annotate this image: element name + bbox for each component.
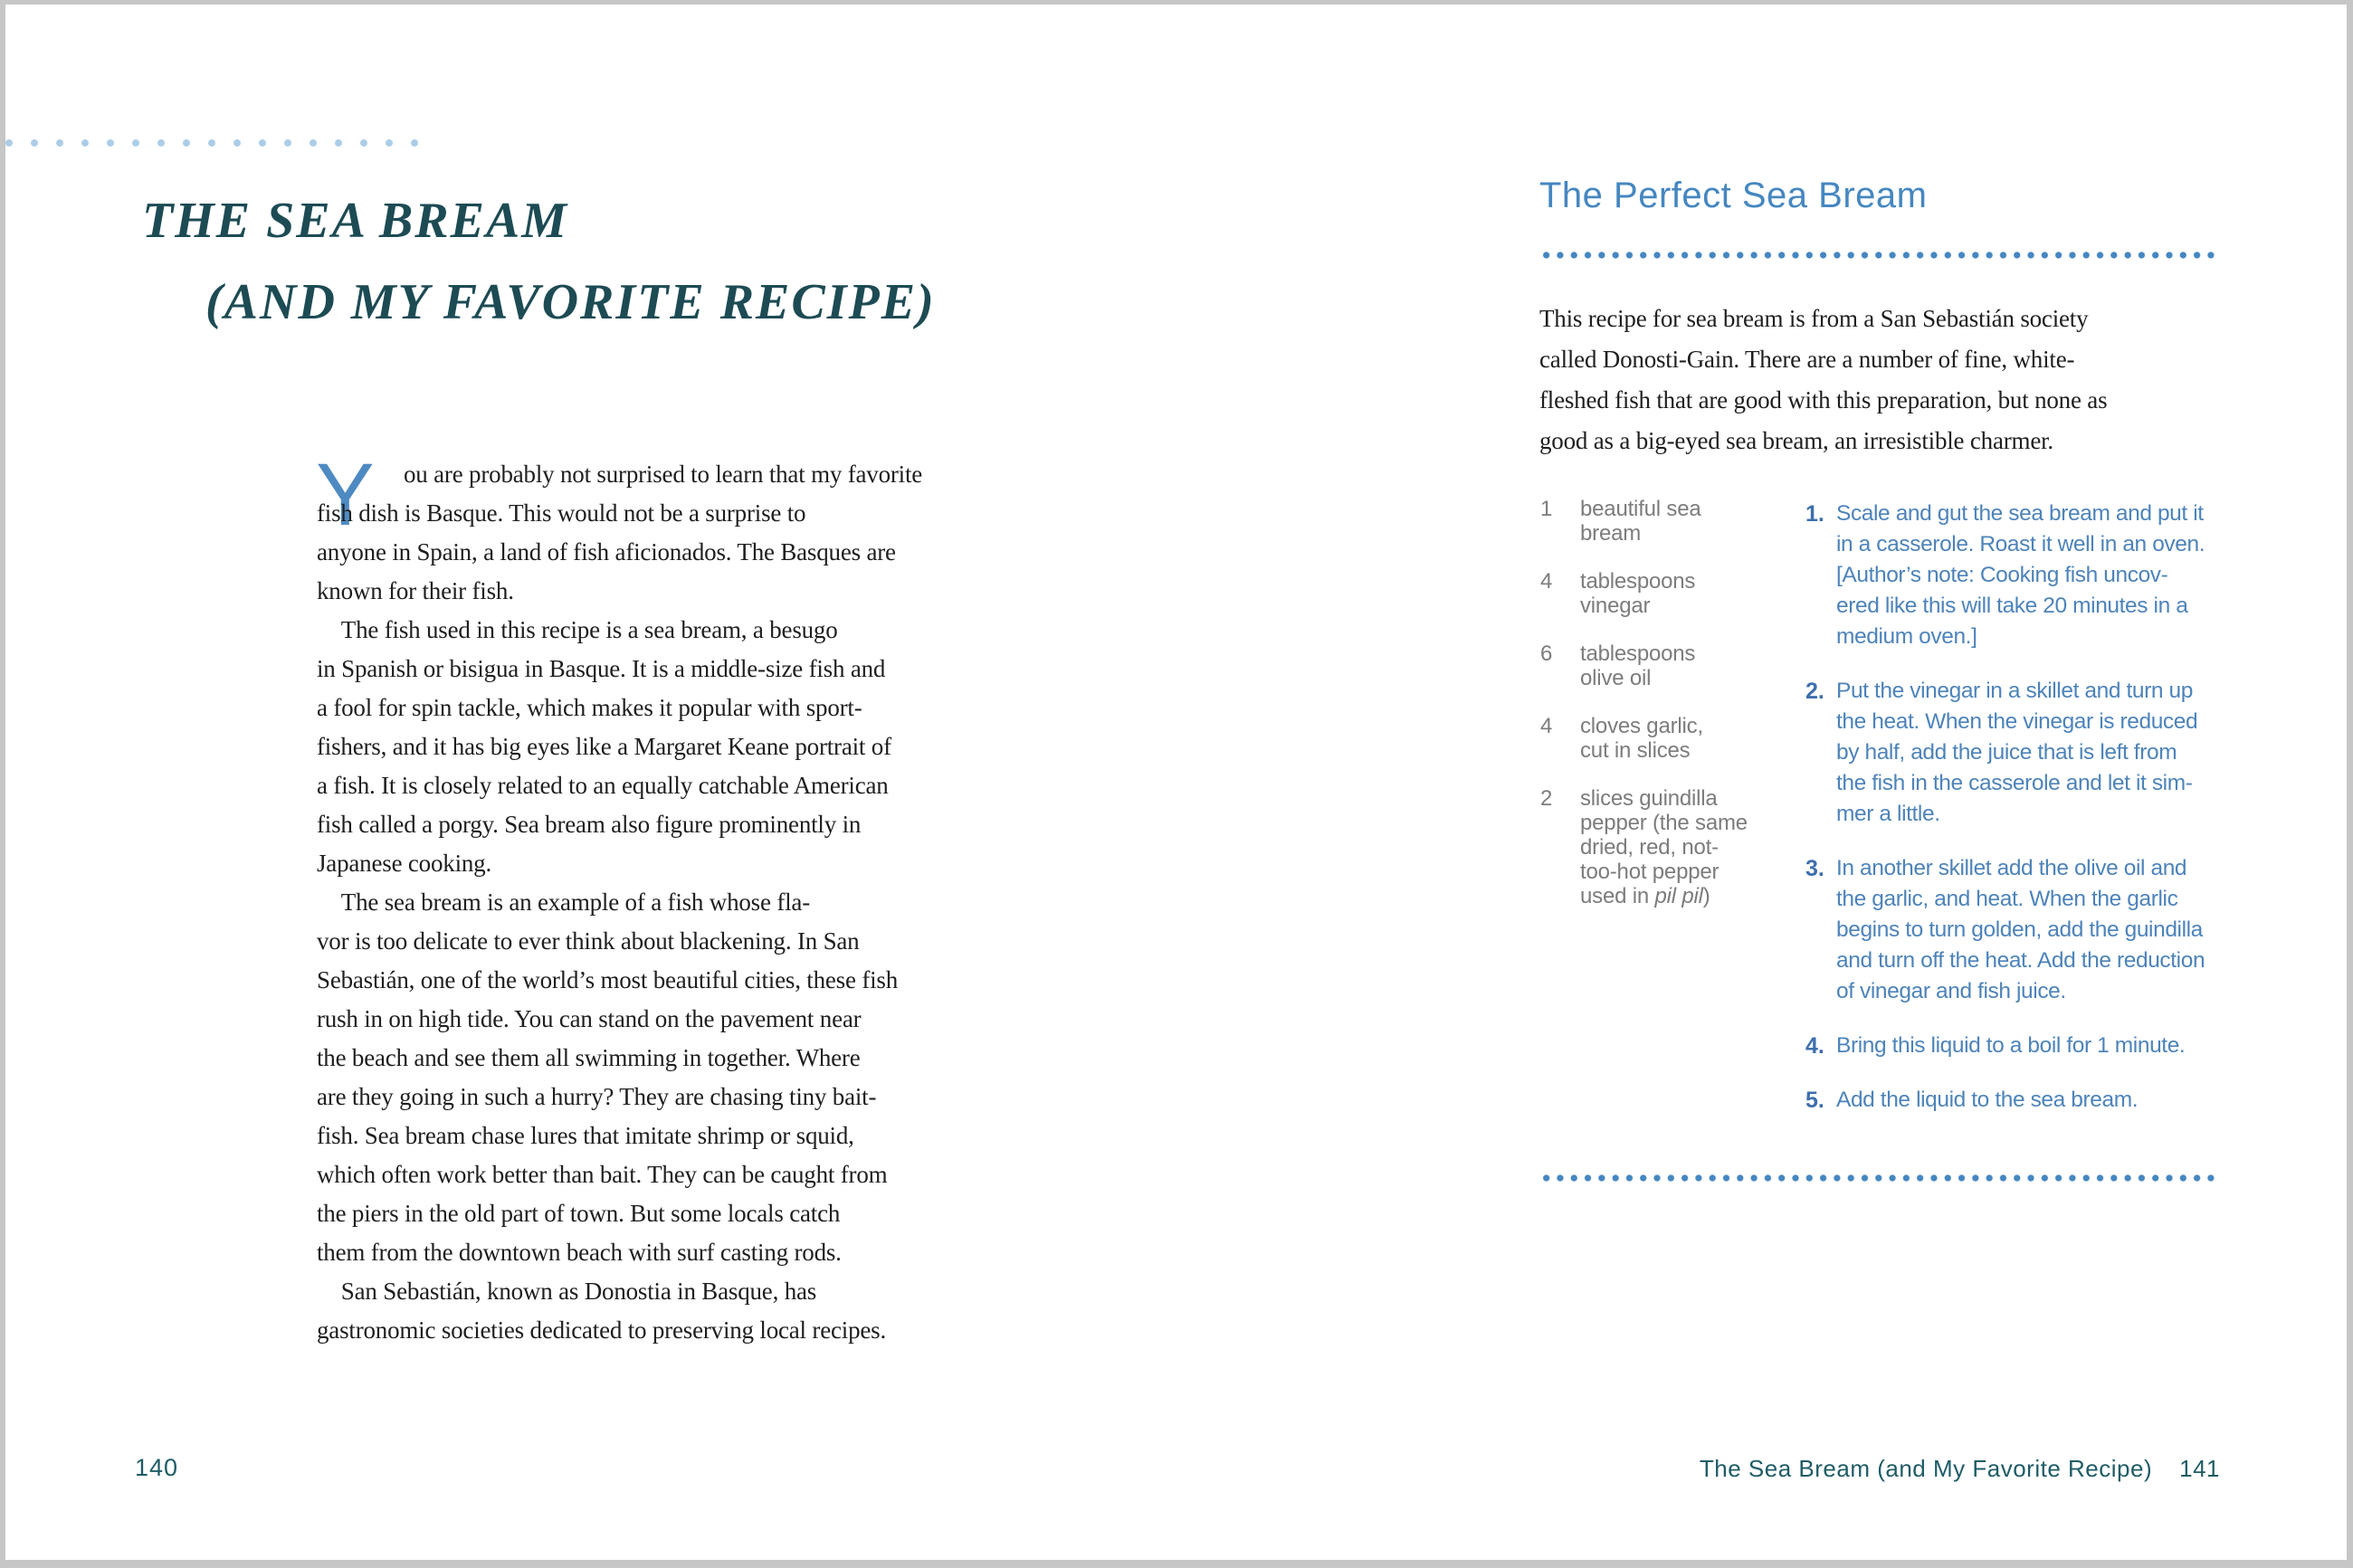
ingredient-text-line: slices guindilla xyxy=(1580,786,1718,811)
decorative-dotted-rule-top-left xyxy=(0,137,431,149)
ingredient-text-line: cloves garlic, xyxy=(1580,714,1703,738)
ingredient-name xyxy=(1580,641,1695,690)
ingredient-quantity: 1 xyxy=(1540,497,1553,521)
body-text-line: fish called a porgy. Sea bream also figure prominently in xyxy=(317,811,862,838)
page-number-right: 141 xyxy=(2179,1455,2220,1482)
step-number: 3. xyxy=(1805,856,1824,881)
ingredient-quantity: 4 xyxy=(1540,714,1553,738)
step-text-line: medium oven.] xyxy=(1836,624,1977,649)
recipe-step xyxy=(1805,1031,2231,1061)
ingredient-item xyxy=(1540,497,1785,546)
step-text xyxy=(1836,1031,2185,1061)
ingredient-item xyxy=(1540,569,1785,618)
chapter-title-line-2: (AND MY FAVORITE RECIPE) xyxy=(205,274,936,330)
body-text-line: them from the downtown beach with surf casting rods. xyxy=(317,1239,842,1266)
step-text-line: In another skillet add the olive oil and xyxy=(1836,856,2187,880)
step-number: 5. xyxy=(1805,1088,1824,1113)
ingredient-text-line: cut in slices xyxy=(1580,738,1691,763)
step-text-line: in a casserole. Roast it well in an oven. xyxy=(1836,532,2205,556)
body-text-line: in Spanish or bisigua in Basque. It is a middle-size fish and xyxy=(317,655,886,682)
drop-cap-letter: Y xyxy=(316,445,375,544)
ingredient-name-lines xyxy=(1580,569,1695,618)
step-text-line: the garlic, and heat. When the garlic xyxy=(1836,887,2178,911)
step-text-line: the fish in the casserole and let it sim- xyxy=(1836,771,2193,795)
recipe-step xyxy=(1805,499,2231,652)
recipe-title: The Perfect Sea Bream xyxy=(1539,176,1928,215)
ingredient-name-lines xyxy=(1580,641,1695,690)
body-text-line: which often work better than bait. They can be caught from xyxy=(317,1161,888,1188)
chapter-body-text xyxy=(317,455,1041,1350)
step-text xyxy=(1836,499,2205,652)
step-text xyxy=(1836,853,2205,1007)
step-text-line: the heat. When the vinegar is reduced xyxy=(1836,709,2198,734)
body-text-line: are they going in such a hurry? They are chasing tiny bait- xyxy=(317,1083,877,1110)
body-text-line: Japanese cooking. xyxy=(317,850,492,877)
ingredient-text-line: too-hot pepper xyxy=(1580,860,1720,884)
ingredient-text-line: pepper (the same xyxy=(1580,811,1748,835)
ingredient-text-line: dried, red, not- xyxy=(1580,835,1719,860)
body-text-line: Sebastián, one of the world’s most beautiful cities, these fish xyxy=(317,966,899,993)
recipe-intro-text xyxy=(1539,299,2107,461)
step-text-line: of vinegar and fish juice. xyxy=(1836,979,2066,1003)
body-text-line: The fish used in this recipe is a sea bream, a besugo xyxy=(317,616,838,643)
ingredient-item xyxy=(1540,641,1785,690)
intro-text-line: This recipe for sea bream is from a San Sebastián society xyxy=(1539,305,2089,332)
recipe-step xyxy=(1805,676,2231,830)
running-footer xyxy=(1700,1455,2220,1483)
page-number-left: 140 xyxy=(135,1454,179,1481)
ingredient-quantity: 2 xyxy=(1540,786,1553,811)
step-text-line: by half, add the juice that is left from xyxy=(1836,740,2177,765)
running-footer-title: The Sea Bream (and My Favorite Recipe) xyxy=(1699,1455,2153,1482)
step-text-line: begins to turn golden, add the guindilla xyxy=(1836,917,2203,942)
ingredient-list xyxy=(1540,497,1785,932)
intro-text-line: fleshed fish that are good with this preparation, but none as xyxy=(1539,386,2108,413)
step-text-line: [Author’s note: Cooking fish uncov- xyxy=(1836,563,2168,587)
chapter-title-line-1: THE SEA BREAM xyxy=(142,193,569,249)
ingredient-text-line: tablespoons xyxy=(1580,641,1696,666)
body-text-line: known for their fish. xyxy=(317,577,514,604)
step-text-line: Bring this liquid to a boil for 1 minute. xyxy=(1836,1033,2186,1058)
ingredient-name xyxy=(1580,714,1703,763)
step-text xyxy=(1836,676,2197,830)
step-text xyxy=(1836,1085,2138,1116)
recipe-divider-bottom xyxy=(1539,1173,2216,1183)
ingredient-text-line-italic: used in pil pil) xyxy=(1580,884,1710,908)
body-text-line: fishers, and it has big eyes like a Margaret Keane portrait of xyxy=(317,733,891,760)
step-text-line: mer a little. xyxy=(1836,802,1940,826)
body-text-line: a fool for spin tackle, which makes it popular with sport- xyxy=(317,694,862,721)
ingredient-name xyxy=(1580,497,1701,546)
step-text-line: Add the liquid to the sea bream. xyxy=(1836,1088,2139,1112)
body-text-line: The sea bream is an example of a fish whose fla- xyxy=(317,889,810,916)
ingredient-name-lines xyxy=(1580,714,1703,763)
body-text-line: vor is too delicate to ever think about blackening. In San xyxy=(317,927,860,955)
body-text-line: ou are probably not surprised to learn that my favorite xyxy=(404,461,923,488)
ingredient-text-line: bream xyxy=(1580,521,1642,546)
intro-text-line: good as a big-eyed sea bream, an irresistible charmer. xyxy=(1539,427,2053,454)
ingredient-name xyxy=(1580,786,1748,908)
ingredient-item xyxy=(1540,786,1785,908)
recipe-step xyxy=(1805,1085,2231,1116)
ingredient-quantity: 6 xyxy=(1540,641,1553,666)
ingredient-text-line: tablespoons xyxy=(1580,569,1696,594)
step-text-line: and turn off the heat. Add the reduction xyxy=(1836,948,2205,973)
body-text-line: a fish. It is closely related to an equally catchable American xyxy=(317,772,889,799)
ingredient-quantity: 4 xyxy=(1540,569,1553,594)
body-text-line: the piers in the old part of town. But some locals catch xyxy=(317,1200,841,1227)
body-text-line: fish. Sea bream chase lures that imitate shrimp or squid, xyxy=(317,1122,854,1149)
body-text-line: the beach and see them all swimming in together. Where xyxy=(317,1044,861,1071)
intro-text-line: called Donosti-Gain. There are a number of fine, white- xyxy=(1539,346,2075,373)
ingredient-text-line: beautiful sea xyxy=(1580,497,1701,521)
body-text-line: anyone in Spain, a land of fish aficionados. The Basques are xyxy=(317,538,896,565)
body-text-line: fish dish is Basque. This would not be a surprise to xyxy=(317,499,806,527)
recipe-divider-top xyxy=(1539,250,2216,261)
step-text-line: Scale and gut the sea bream and put it xyxy=(1836,501,2204,526)
ingredient-text-line: vinegar xyxy=(1580,594,1651,618)
ingredient-text-line: olive oil xyxy=(1580,666,1652,690)
recipe-step xyxy=(1805,853,2231,1007)
step-text-line: Put the vinegar in a skillet and turn up xyxy=(1836,679,2193,703)
body-text-line: gastronomic societies dedicated to preserving local recipes. xyxy=(317,1316,887,1344)
step-number: 4. xyxy=(1805,1033,1824,1059)
ingredient-item xyxy=(1540,714,1785,763)
recipe-step-list xyxy=(1805,499,2231,1139)
body-text-line: rush in on high tide. You can stand on the pavement near xyxy=(317,1005,862,1032)
ingredient-name-lines xyxy=(1580,497,1701,546)
body-text-line: San Sebastián, known as Donostia in Basque, has xyxy=(317,1278,817,1305)
step-number: 1. xyxy=(1805,501,1824,527)
step-number: 2. xyxy=(1805,679,1824,704)
step-text-line: ered like this will take 20 minutes in a xyxy=(1836,594,2188,618)
ingredient-name xyxy=(1580,569,1695,618)
ingredient-name-lines xyxy=(1580,786,1748,884)
